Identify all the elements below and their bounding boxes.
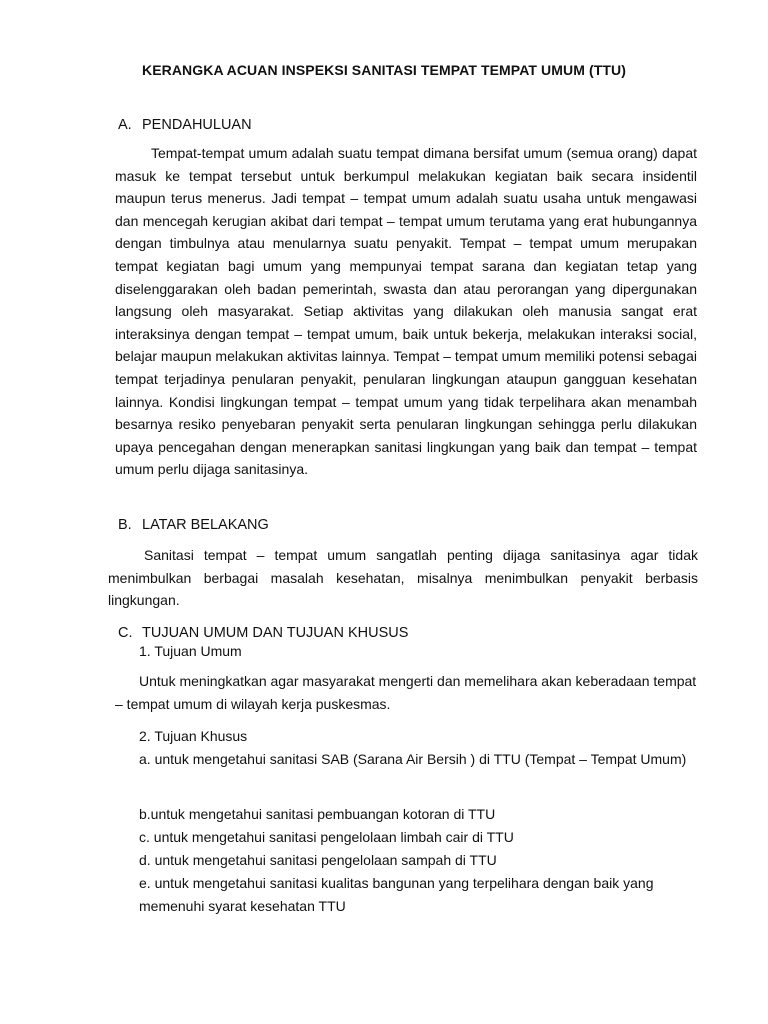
- tujuan-umum-paragraph: Untuk meningkatkan agar masyarakat mengerti dan memelihara akan keberadaan tempat – tempat umum di wilayah kerja puskesmas.: [115, 673, 697, 712]
- section-c-heading: [118, 625, 408, 641]
- section-a-heading: [118, 117, 252, 133]
- document-title: KERANGKA ACUAN INSPEKSI SANITASI TEMPAT TEMPAT UMUM (TTU): [141, 62, 626, 78]
- section-a-paragraph: Tempat-tempat umum adalah suatu tempat dimana bersifat umum (semua orang) dapat masuk ke tempat tersebut untuk berkumpul melakukan kegiatan baik secara insidentil maupun terus menerus. Jadi tempat – tempat umum adalah suatu usaha untuk mengawasi dan mencegah kerugian akibat dari tempat – tempat umum terutama yang erat hubungannya dengan timbulnya atau menularnya suatu penyakit. Tempat – tempat umum merupakan tempat kegiatan bagi umum yang mempunyai tempat sarana dan kegiatan tetap yang diselenggarakan oleh badan pemerintah, swasta dan atau perorangan yang dipergunakan langsung oleh masyarakat. Setiap aktivitas yang dilakukan oleh manusia sangat erat interaksinya dengan tempat – tempat umum, baik untuk bekerja, melakukan interaksi social, belajar maupun melakukan aktivitas lainnya. Tempat – tempat umum memiliki potensi sebagai tempat terjadinya penularan penyakit, penularan lingkungan ataupun gangguan kesehatan lainnya. Kondisi lingkungan tempat – tempat umum yang tidak terpelihara akan menambah besarnya resiko penyebaran penyakit serta penularan lingkungan sehingga perlu dilakukan upaya pencegahan dengan menerapkan sanitasi lingkungan yang baik dan tempat – tempat umum perlu dijaga sanitasinya.: [115, 145, 697, 478]
- section-a-title: PENDAHULUAN: [142, 117, 252, 133]
- section-a-letter: A.: [118, 117, 132, 133]
- section-b-letter: B.: [118, 517, 132, 533]
- tujuan-khusus-item-c: c. untuk mengetahui sanitasi pengelolaan limbah cair di TTU: [139, 829, 514, 845]
- tujuan-khusus-item-e: e. untuk mengetahui sanitasi kualitas bangunan yang terpelihara dengan baik yang memenuhi syarat kesehatan TTU: [139, 875, 654, 914]
- tujuan-umum-heading: 1. Tujuan Umum: [139, 643, 242, 659]
- section-b-heading: [118, 517, 269, 533]
- section-b-paragraph: Sanitasi tempat – tempat umum sangatlah penting dijaga sanitasinya agar tidak menimbulkan berbagai masalah kesehatan, misalnya menimbulkan penyakit berbasis lingkungan.: [108, 547, 698, 609]
- section-b-title: LATAR BELAKANG: [142, 517, 269, 533]
- tujuan-khusus-item-d: d. untuk mengetahui sanitasi pengelolaan sampah di TTU: [139, 852, 497, 868]
- section-c-letter: C.: [118, 625, 133, 641]
- section-c-title: TUJUAN UMUM DAN TUJUAN KHUSUS: [142, 625, 409, 641]
- tujuan-khusus-heading: 2. Tujuan Khusus: [139, 728, 248, 744]
- tujuan-khusus-item-b: b.untuk mengetahui sanitasi pembuangan kotoran di TTU: [139, 806, 496, 822]
- tujuan-khusus-item-a: a. untuk mengetahui sanitasi SAB (Sarana Air Bersih ) di TTU (Tempat – Tempat Umum): [139, 751, 687, 767]
